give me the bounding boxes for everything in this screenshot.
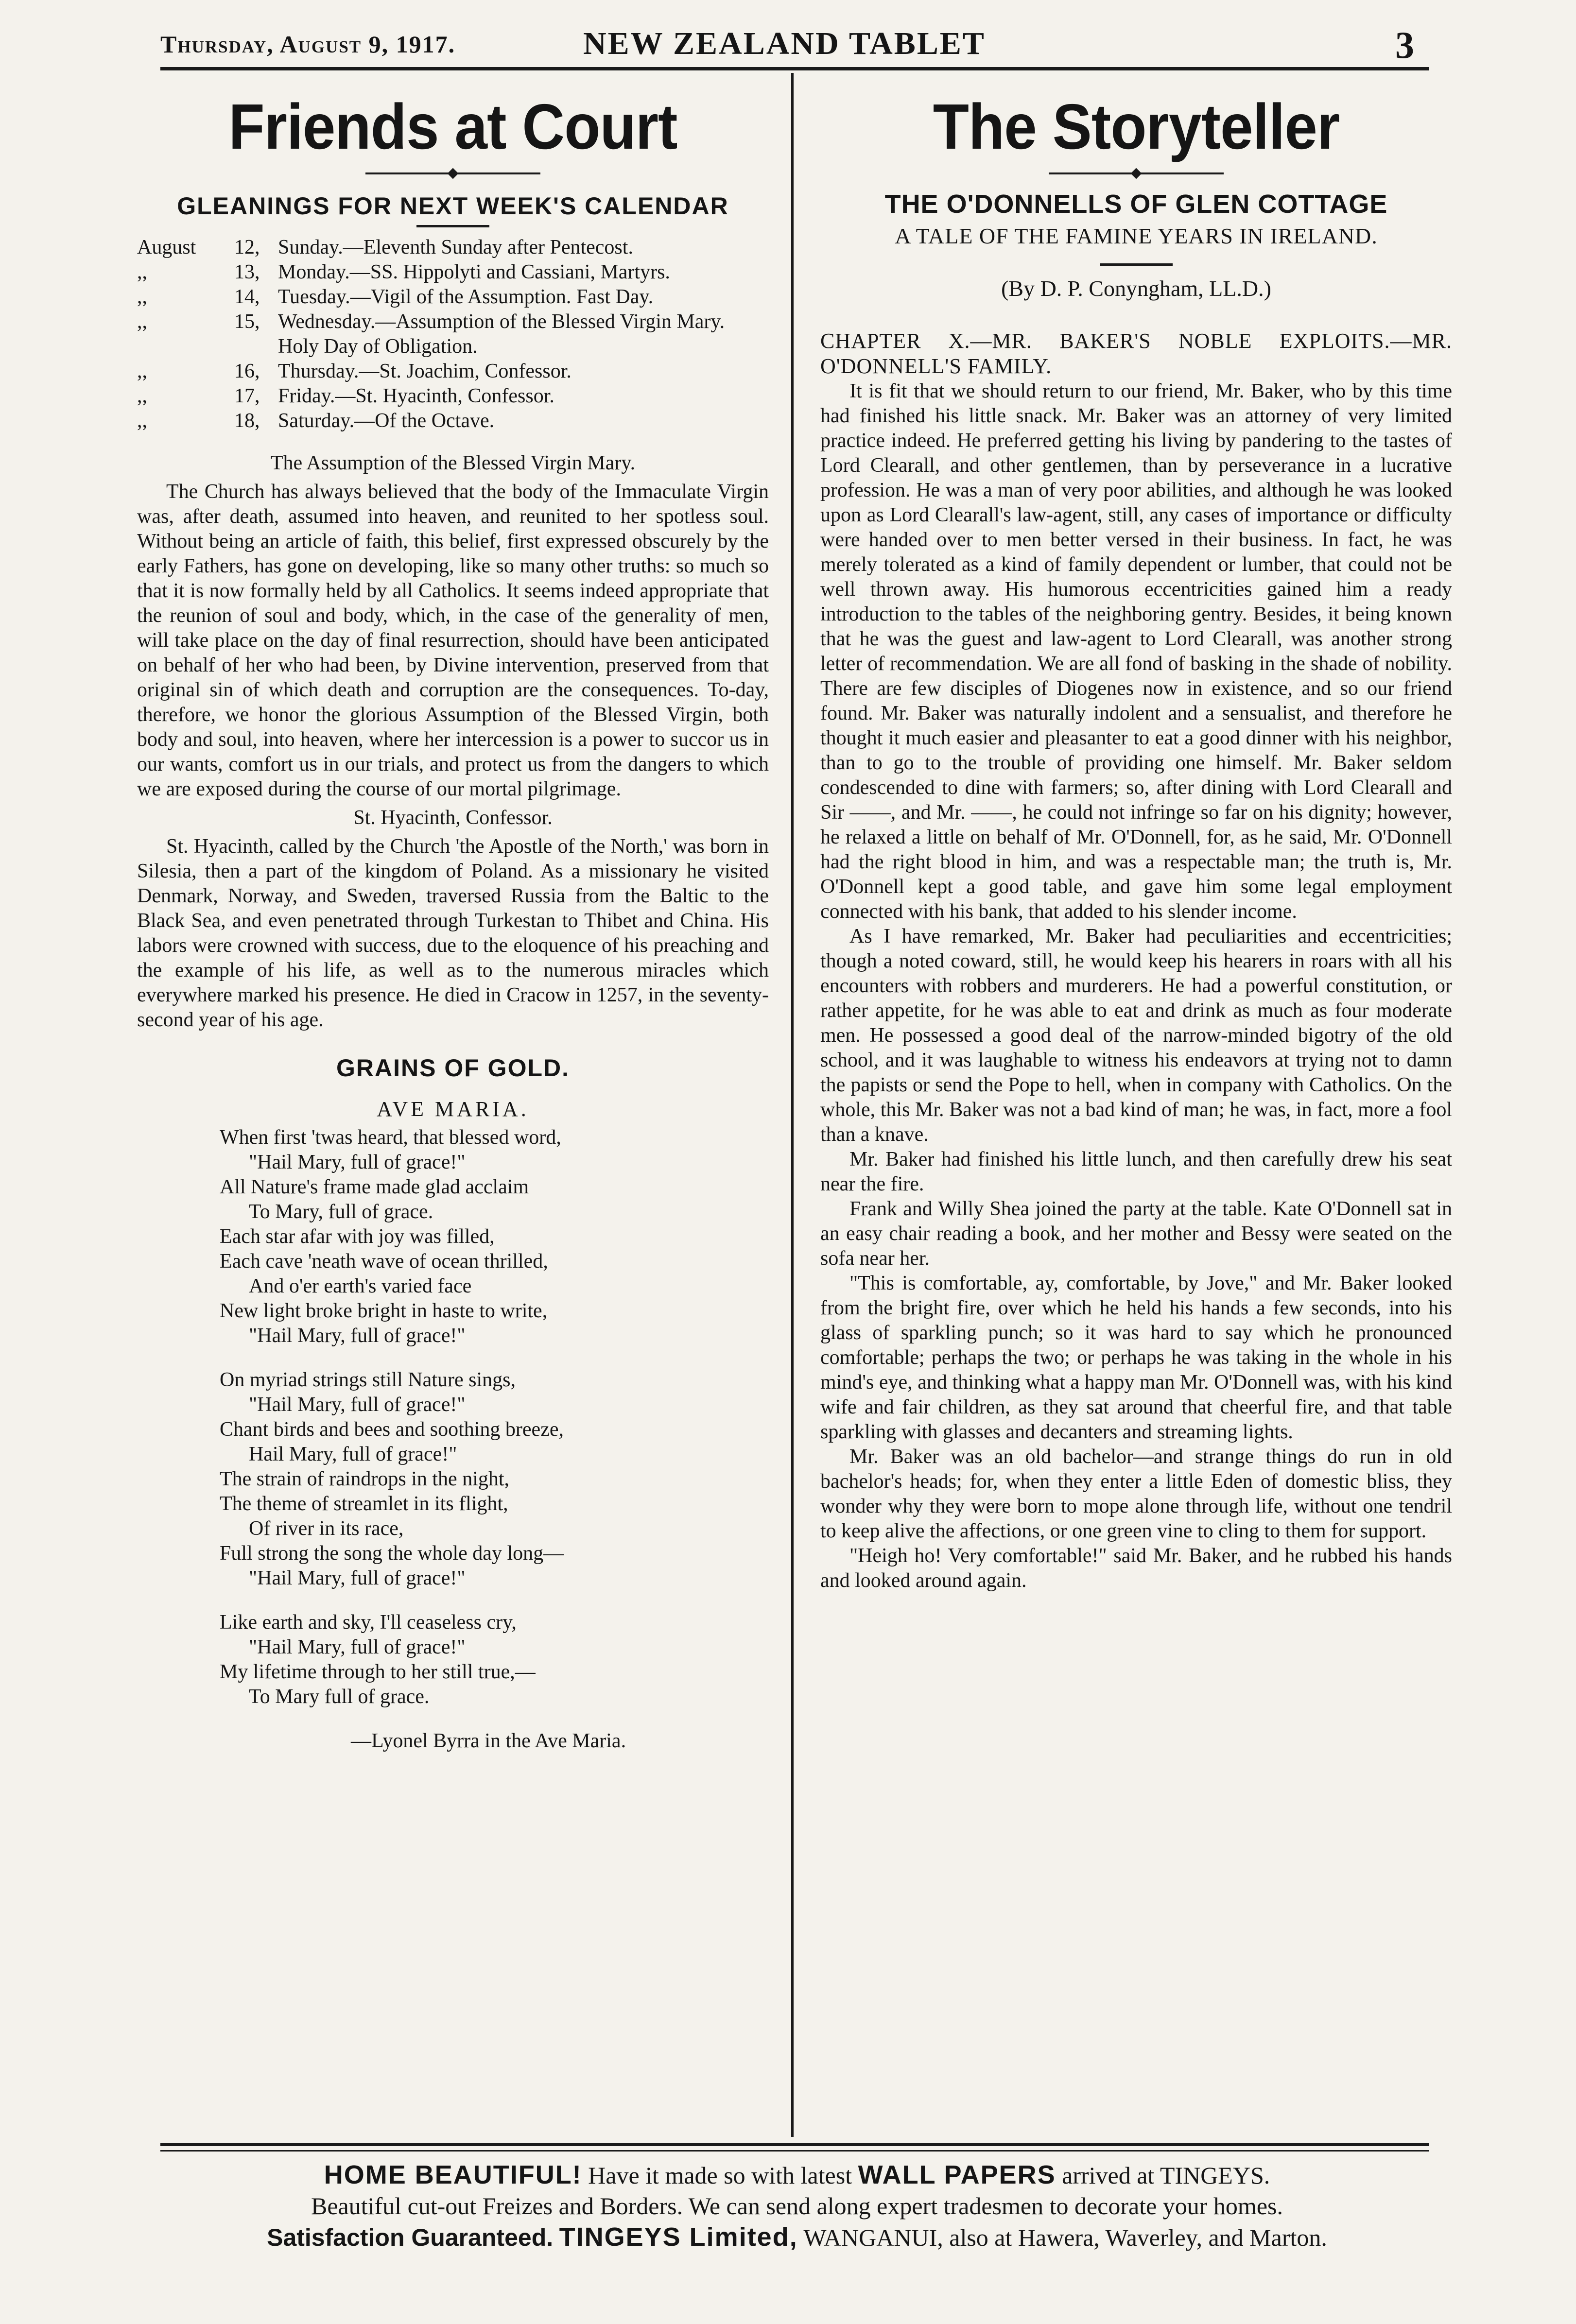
poem	[220, 1125, 769, 1709]
poem-line: "Hail Mary, full of grace!"	[249, 1567, 466, 1589]
poem-line: Chant birds and bees and soothing breeze,	[220, 1418, 564, 1441]
calendar-entry	[137, 235, 769, 260]
hyacinth-heading: St. Hyacinth, Confessor.	[353, 806, 553, 829]
calendar-month: ,,	[137, 310, 147, 333]
story-paragraph: Frank and Willy Shea joined the party at the table. Kate O'Donnell sat in an easy chair reading a book, and her mother and Bessy were seated on the sofa near her.	[820, 1197, 1452, 1270]
poem-line: Full strong the song the whole day long—	[220, 1542, 564, 1565]
story-paragraph: Mr. Baker had finished his little lunch, and then carefully drew his seat near the fire.	[820, 1148, 1452, 1195]
footer-rule	[160, 2143, 1429, 2146]
calendar-list	[137, 235, 769, 433]
poem-line: Hail Mary, full of grace!"	[249, 1443, 457, 1465]
story-paragraph: As I have remarked, Mr. Baker had peculiarities and eccentricities; though a noted coward, still, he would keep his hearers in roars with all his encounters with robbers and murderers. He had a powerful constitution, or rather appetite, for he was able to eat and drink as much as four moderate men. He possessed a good deal of the narrow-minded bigotry of the old school, and it was laughable to witness his endeavors at trying not to damn the papists or send the Pope to hell, when in company with Catholics. On the whole, this Mr. Baker was not a bad kind of man; he was, in fact, more a fool than a knave.	[820, 925, 1452, 1146]
calendar-entry	[137, 384, 769, 409]
poem-line: "Hail Mary, full of grace!"	[249, 1635, 466, 1658]
story-body	[820, 379, 1452, 1593]
calendar-text: Monday.—SS. Hippolyti and Cassiani, Martyrs.	[278, 260, 670, 283]
poem-line: "Hail Mary, full of grace!"	[249, 1151, 466, 1173]
ornament-rule	[1049, 170, 1224, 177]
right-column	[820, 73, 1452, 1593]
page-number: 3	[1395, 24, 1414, 66]
poem-title: AVE MARIA.	[377, 1097, 529, 1121]
poem-line: To Mary full of grace.	[249, 1685, 430, 1708]
calendar-entry	[137, 359, 769, 384]
calendar-day: 16,	[234, 360, 260, 382]
left-column	[137, 73, 769, 1754]
poem-line: When first 'twas heard, that blessed word,	[220, 1126, 561, 1149]
calendar-month: ,,	[137, 384, 147, 407]
poem-line: New light broke bright in haste to write,	[220, 1299, 548, 1322]
ad-line-3	[194, 2223, 1400, 2251]
short-rule	[416, 225, 489, 227]
calendar-month: August	[137, 236, 196, 258]
calendar-month: ,,	[137, 285, 147, 308]
calendar-day: 14,	[234, 285, 260, 308]
column-divider	[791, 73, 794, 2137]
story-paragraph: "Heigh ho! Very comfortable!" said Mr. Baker, and he rubbed his hands and looked around again.	[820, 1544, 1452, 1592]
ornament-rule	[365, 170, 540, 177]
ad-guarantee: Satisfaction Guaranteed.	[267, 2224, 554, 2251]
calendar-day: 15,	[234, 310, 260, 333]
poem-line: And o'er earth's varied face	[249, 1274, 472, 1297]
calendar-entry	[137, 310, 769, 359]
story-title: THE O'DONNELLS OF GLEN COTTAGE	[884, 189, 1388, 219]
calendar-heading: GLEANINGS FOR NEXT WEEK'S CALENDAR	[177, 192, 729, 220]
issue-date: Thursday, August 9, 1917.	[160, 31, 456, 58]
story-paragraph: "This is comfortable, ay, comfortable, by Jove," and Mr. Baker looked from the bright fire, over which he held his hands a few seconds, into his glass of sparkling punch; so it was hard to say which he pronounced comfortable; perhaps the two; or perhaps he was taking in the whole in his mind's eye, and thinking what a happy man Mr. O'Donnell was, with his kind wife and fair children, as they sat around that cheerful fire, and that table sparkling with glasses and decanters and streaming lights.	[820, 1272, 1452, 1443]
ad-text: arrived at TINGEYS.	[1062, 2162, 1270, 2189]
story-byline: (By D. P. Conyngham, LL.D.)	[1001, 275, 1271, 301]
ad-line-1	[194, 2161, 1400, 2189]
grains-heading: GRAINS OF GOLD.	[336, 1054, 570, 1082]
story-subtitle: A TALE OF THE FAMINE YEARS IN IRELAND.	[895, 223, 1378, 248]
short-rule	[1100, 263, 1173, 266]
ad-line-2: Beautiful cut-out Freizes and Borders. We can send along expert tradesmen to decorate your homes.	[311, 2192, 1283, 2220]
poem-line: Like earth and sky, I'll ceaseless cry,	[220, 1611, 517, 1634]
poem-line: To Mary, full of grace.	[249, 1200, 433, 1223]
calendar-month: ,,	[137, 360, 147, 382]
assumption-text: The Church has always believed that the body of the Immaculate Virgin was, after death, assumed into heaven, and reunited to her spotless soul. Without being an article of faith, this belief, first expressed obscurely by the early Fathers, has gone on developing, like so many other truths: so much so that it is now formally held by all Catholics. It seems indeed appropriate that the reunion of soul and body, which, in the case of the generality of men, will take place on the day of final resurrection, should have been anticipated on behalf of her who had been, by Divine intervention, preserved from that original sin of which death and corruption are the consequences. To-day, therefore, we honor the glorious Assumption of the Blessed Virgin, both body and soul, into heaven, where her intercession is a power to succor us in our wants, comfort us in our trials, and protect us from the dangers to which we are exposed during the course of our mortal pilgrimage.	[137, 480, 769, 800]
calendar-entry	[137, 285, 769, 310]
poem-line: Of river in its race,	[249, 1517, 404, 1540]
newspaper-title: NEW ZEALAND TABLET	[583, 26, 986, 61]
poem-line: Each cave 'neath wave of ocean thrilled,	[220, 1250, 548, 1273]
calendar-text: Sunday.—Eleventh Sunday after Pentecost.	[278, 236, 633, 258]
story-paragraph: It is fit that we should return to our friend, Mr. Baker, who by this time had finished his little snack. Mr. Baker was an attorney of very limited practice indeed. He preferred getting his living by pandering to the tastes of Lord Clearall, and other gentlemen, than by perseverance in a lucrative profession. He was a man of very poor abilities, and although he was looked upon as Lord Clearall's law-agent, still, any cases of importance or difficulty were handed over to men better versed in their business. In fact, he was merely tolerated as a kind of family dependent or lumber, that could not be well thrown away. His humorous eccentricities gained him a ready introduction to the tables of the neighboring gentry. Besides, it being known that he was the guest and law-agent to Lord Clearall, was another strong letter of recommendation. We are all fond of basking in the shade of nobility. There are few disciples of Diogenes now in existence, and so our friend found. Mr. Baker was naturally indolent and a sensualist, and therefore he thought it much easier and pleasanter to eat a good dinner with his neighbor, than to go to the trouble of providing one himself. Mr. Baker seldom condescended to dine with farmers; so, after dining with Lord Clearall and Sir ——, and Mr. ——, he could not infringe so far on his dignity; however, he relaxed a little on behalf of Mr. O'Donnell, for, as he said, Mr. O'Donnell had the right blood in him, and was a respectable man; the truth is, Mr. O'Donnell kept a good table, and gave him some legal employment connected with his bank, that added to his slender income.	[820, 379, 1452, 923]
ad-company: TINGEYS Limited,	[559, 2222, 798, 2252]
calendar-text: Tuesday.—Vigil of the Assumption. Fast Day.	[278, 285, 654, 308]
calendar-month: ,,	[137, 260, 147, 283]
poem-stanza	[220, 1610, 769, 1709]
section-title-storyteller: The Storyteller	[933, 91, 1340, 162]
poem-line: All Nature's frame made glad acclaim	[220, 1175, 529, 1198]
poem-attribution: —Lyonel Byrra in the Ave Maria.	[351, 1729, 626, 1752]
chapter-heading: CHAPTER X.—MR. BAKER'S NOBLE EXPLOITS.—MR. O'DONNELL'S FAMILY.	[820, 328, 1452, 378]
calendar-text: Saturday.—Of the Octave.	[278, 409, 495, 432]
hyacinth-text: St. Hyacinth, called by the Church 'the Apostle of the North,' was born in Silesia, then a part of the kingdom of Poland. As a missionary he visited Denmark, Norway, and Sweden, traversed Russia from the Baltic to the Black Sea, and even penetrated through Turkestan to Thibet and China. His labors were crowned with success, due to the eloquence of his preaching and the example of his life, as well as to the numerous miracles which everywhere marked his presence. He died in Cracow in 1257, in the seventy-second year of his age.	[137, 835, 769, 1031]
poem-stanza	[220, 1368, 769, 1591]
poem-line: My lifetime through to her still true,—	[220, 1660, 536, 1683]
calendar-day: 17,	[234, 384, 260, 407]
footer-rule-thin	[160, 2150, 1429, 2152]
poem-line: "Hail Mary, full of grace!"	[249, 1324, 466, 1347]
calendar-entry	[137, 260, 769, 285]
calendar-month: ,,	[137, 409, 147, 432]
calendar-day: 12,	[234, 236, 260, 258]
ad-headline: HOME BEAUTIFUL!	[324, 2160, 582, 2189]
poem-line: On myriad strings still Nature sings,	[220, 1368, 516, 1391]
calendar-text: Wednesday.—Assumption of the Blessed Virgin Mary. Holy Day of Obligation.	[278, 310, 725, 358]
poem-line: The theme of streamlet in its flight,	[220, 1492, 508, 1515]
assumption-heading: The Assumption of the Blessed Virgin Mary.	[270, 451, 636, 474]
calendar-entry	[137, 409, 769, 433]
poem-stanza	[220, 1125, 769, 1348]
poem-line: Each star afar with joy was filled,	[220, 1225, 495, 1248]
poem-line: The strain of raindrops in the night,	[220, 1467, 510, 1490]
ad-text: Have it made so with latest	[588, 2162, 852, 2189]
calendar-text: Thursday.—St. Joachim, Confessor.	[278, 360, 572, 382]
calendar-day: 13,	[234, 260, 260, 283]
poem-line: "Hail Mary, full of grace!"	[249, 1393, 466, 1416]
calendar-text: Friday.—St. Hyacinth, Confessor.	[278, 384, 554, 407]
ad-locations: WANGANUI, also at Hawera, Waverley, and Marton.	[803, 2224, 1327, 2251]
section-title-friends-at-court: Friends at Court	[228, 91, 677, 162]
page-header	[160, 25, 1429, 70]
calendar-day: 18,	[234, 409, 260, 432]
story-paragraph: Mr. Baker was an old bachelor—and strange things do run in old bachelor's heads; for, when they enter a little Eden of domestic bliss, they wonder why they were born to mope alone through life, without one tendril to keep alive the affections, or one green vine to cling to them for support.	[820, 1445, 1452, 1542]
ad-wallpapers: WALL PAPERS	[858, 2160, 1056, 2189]
